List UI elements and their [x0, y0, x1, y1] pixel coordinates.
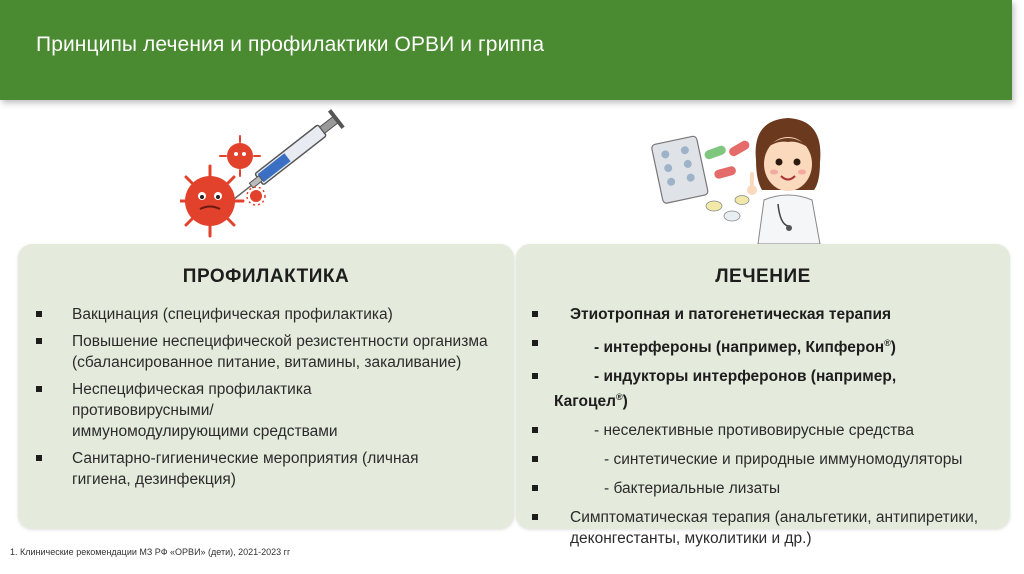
- list-item: - синтетические и природные иммуномодуляторы: [532, 449, 1002, 470]
- virus-icon: [180, 166, 243, 236]
- bullet-icon: [532, 456, 538, 462]
- list-item: - индукторы интерферонов (например, Кагоцел®): [532, 366, 1002, 412]
- bullet-icon: [36, 311, 42, 317]
- list-item: Санитарно-гигиенические мероприятия (личная гигиена, дезинфекция): [36, 448, 496, 490]
- bullet-icon: [532, 340, 538, 346]
- prevention-list: [36, 304, 496, 496]
- tablet-icon: [706, 196, 749, 222]
- doctor-pills-illustration: [648, 104, 838, 244]
- list-item: Этиотропная и патогенетическая терапия: [532, 304, 1002, 325]
- virus-icon: [247, 187, 265, 205]
- bullet-icon: [532, 427, 538, 433]
- doctor-icon: [747, 118, 820, 244]
- list-item: Повышение неспецифической резистентности организма (сбалансированное питание, витамины, закаливание): [36, 331, 496, 373]
- page-title: Принципы лечения и профилактики ОРВИ и гриппа: [36, 33, 545, 56]
- list-item: - бактериальные лизаты: [532, 478, 1002, 499]
- prevention-panel: [18, 244, 514, 529]
- list-item: Симптоматическая терапия (анальгетики, антипиретики, деконгестанты, муколитики и др.): [532, 507, 1002, 549]
- capsule-icon: [703, 139, 751, 180]
- pill-blister-icon: [651, 136, 708, 204]
- list-item: - неселективные противовирусные средства: [532, 420, 1002, 441]
- footnote: 1. Клинические рекомендации МЗ РФ «ОРВИ» (дети), 2021-2023 гг: [10, 547, 291, 557]
- treatment-title: ЛЕЧЕНИЕ: [715, 266, 811, 287]
- list-item: Неспецифическая профилактика противовирусными/ иммуномодулирующими средствами: [36, 379, 496, 442]
- virus-syringe-illustration: [180, 104, 360, 238]
- bullet-icon: [532, 311, 538, 317]
- list-item: Вакцинация (специфическая профилактика): [36, 304, 496, 325]
- virus-icon: [220, 136, 260, 176]
- prevention-title: ПРОФИЛАКТИКА: [182, 266, 350, 287]
- treatment-panel: [516, 244, 1010, 547]
- bullet-icon: [36, 386, 42, 392]
- list-item: - интерфероны (например, Кипферон®): [532, 333, 1002, 358]
- bullet-icon: [36, 455, 42, 461]
- title-banner: [0, 0, 1012, 100]
- bullet-icon: [532, 485, 538, 491]
- bullet-icon: [532, 373, 538, 379]
- bullet-icon: [36, 338, 42, 344]
- treatment-list: [532, 304, 1002, 557]
- bullet-icon: [532, 514, 538, 520]
